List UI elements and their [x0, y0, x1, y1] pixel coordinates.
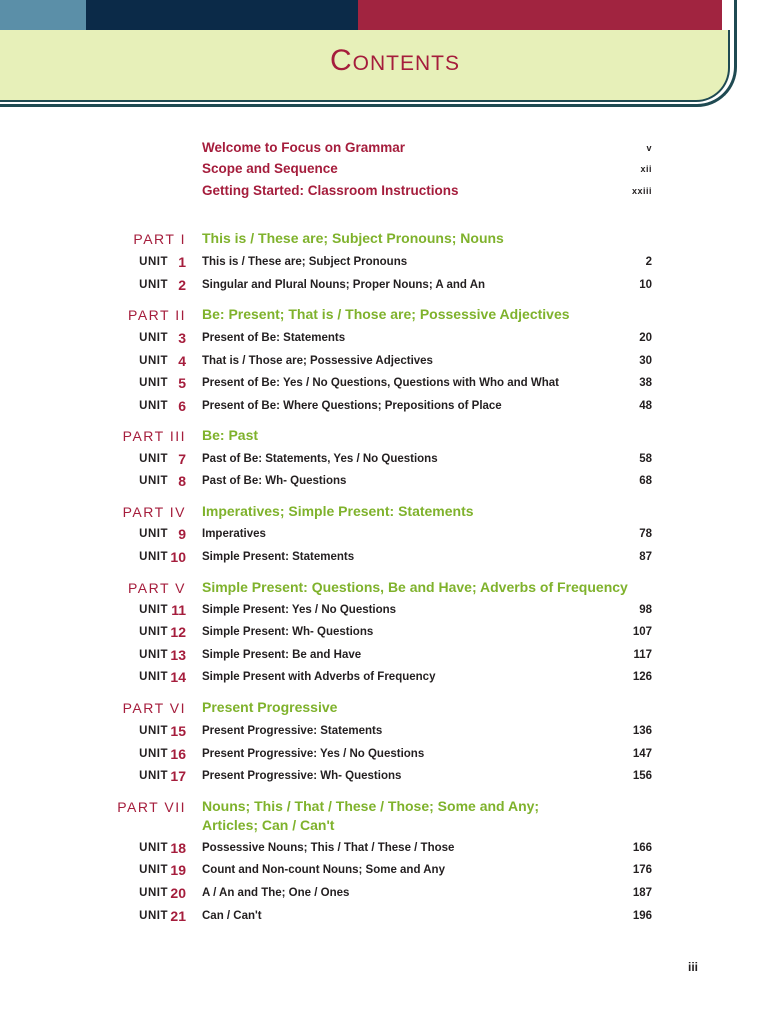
unit-title: Simple Present: Yes / No Questions [202, 604, 397, 616]
unit-page-number: 176 [632, 864, 652, 876]
unit-page-number: 58 [639, 453, 652, 465]
unit-page-number: 78 [639, 528, 652, 540]
part-title[interactable] [202, 698, 642, 717]
unit-number: 2 [178, 277, 186, 293]
part-title-line: Nouns; This / That / These / Those; Some and Any; [202, 798, 540, 814]
unit-word: UNIT [139, 475, 168, 487]
front-matter-page: xxiii [631, 186, 652, 196]
unit-number: 10 [170, 549, 186, 565]
unit-page-number: 20 [639, 332, 652, 344]
unit-number: 6 [178, 398, 186, 414]
page-title: Contents [330, 44, 460, 77]
unit-row[interactable] [0, 600, 768, 620]
header-bar-red [358, 0, 768, 30]
unit-title: A / An and The; One / Ones [202, 887, 350, 899]
part-title[interactable] [202, 578, 642, 597]
unit-number: 5 [178, 375, 186, 391]
unit-row[interactable] [0, 645, 768, 665]
unit-title: Simple Present: Wh- Questions [202, 626, 374, 638]
unit-row[interactable] [0, 744, 768, 764]
part-title-line: Imperatives; Simple Present: Statements [202, 503, 474, 519]
part-label: PART IV [122, 504, 186, 520]
unit-number: 18 [170, 840, 186, 856]
unit-page-number: 38 [639, 377, 652, 389]
unit-word: UNIT [139, 604, 168, 616]
part-label: PART VI [122, 700, 186, 716]
part-label: PART VII [117, 799, 186, 815]
front-matter-page: v [646, 143, 652, 153]
unit-word: UNIT [139, 377, 168, 389]
unit-number: 3 [178, 330, 186, 346]
unit-page-number: 156 [632, 770, 652, 782]
unit-page-number: 187 [632, 887, 652, 899]
unit-row[interactable] [0, 252, 768, 272]
part-title-line: Articles; Can / Can't [202, 817, 335, 833]
unit-page-number: 30 [639, 355, 652, 367]
unit-row[interactable] [0, 622, 768, 642]
part-title-line: This is / These are; Subject Pronouns; Nouns [202, 230, 504, 246]
unit-page-number: 136 [632, 725, 652, 737]
unit-row[interactable] [0, 373, 768, 393]
front-matter-item[interactable] [202, 181, 652, 201]
unit-word: UNIT [139, 332, 168, 344]
unit-row[interactable] [0, 351, 768, 371]
unit-title: Present Progressive: Yes / No Questions [202, 748, 425, 760]
part-title[interactable] [202, 305, 642, 324]
unit-number: 19 [170, 862, 186, 878]
unit-number: 20 [170, 885, 186, 901]
part-label: PART I [133, 231, 186, 247]
unit-row[interactable] [0, 838, 768, 858]
unit-word: UNIT [139, 355, 168, 367]
part-title[interactable] [202, 797, 642, 835]
unit-number: 15 [170, 723, 186, 739]
unit-number: 1 [178, 254, 186, 270]
front-matter-item[interactable] [202, 138, 652, 158]
unit-number: 11 [171, 602, 186, 618]
unit-row[interactable] [0, 667, 768, 687]
unit-number: 13 [170, 647, 186, 663]
unit-row[interactable] [0, 906, 768, 926]
unit-number: 16 [170, 746, 186, 762]
unit-title: Imperatives [202, 528, 266, 540]
unit-page-number: 10 [639, 279, 652, 291]
unit-word: UNIT [139, 671, 168, 683]
unit-row[interactable] [0, 524, 768, 544]
unit-title: This is / These are; Subject Pronouns [202, 256, 408, 268]
unit-word: UNIT [139, 725, 168, 737]
unit-page-number: 2 [645, 256, 652, 268]
part-label: PART V [127, 580, 186, 596]
unit-word: UNIT [139, 256, 168, 268]
unit-title: Simple Present with Adverbs of Frequency [202, 671, 436, 683]
unit-word: UNIT [139, 626, 168, 638]
unit-page-number: 98 [639, 604, 652, 616]
part-title-line: Present Progressive [202, 699, 338, 715]
part-title[interactable] [202, 229, 642, 248]
unit-number: 8 [178, 473, 186, 489]
unit-word: UNIT [139, 910, 168, 922]
unit-row[interactable] [0, 883, 768, 903]
front-matter-title: Getting Started: Classroom Instructions [202, 183, 459, 198]
unit-word: UNIT [139, 551, 168, 563]
unit-word: UNIT [139, 748, 168, 760]
unit-title: Present of Be: Where Questions; Prepositions of Place [202, 400, 502, 412]
unit-word: UNIT [139, 842, 168, 854]
part-label: PART III [122, 428, 186, 444]
unit-word: UNIT [139, 279, 168, 291]
unit-number: 14 [170, 669, 186, 685]
unit-number: 17 [170, 768, 186, 784]
unit-title: Simple Present: Be and Have [202, 649, 362, 661]
unit-page-number: 48 [639, 400, 652, 412]
front-matter-page: xii [640, 164, 652, 174]
unit-title: Present Progressive: Wh- Questions [202, 770, 402, 782]
unit-word: UNIT [139, 864, 168, 876]
unit-title: Count and Non-count Nouns; Some and Any [202, 864, 445, 876]
unit-row[interactable] [0, 471, 768, 491]
unit-row[interactable] [0, 396, 768, 416]
unit-title: Singular and Plural Nouns; Proper Nouns; A and An [202, 279, 486, 291]
unit-row[interactable] [0, 721, 768, 741]
unit-title: Present Progressive: Statements [202, 725, 383, 737]
part-label: PART II [128, 307, 186, 323]
unit-word: UNIT [139, 649, 168, 661]
unit-page-number: 196 [632, 910, 652, 922]
header-bar-blue [0, 0, 86, 30]
unit-row[interactable] [0, 860, 768, 880]
header-bar-edge [722, 0, 768, 30]
front-matter-title: Welcome to Focus on Grammar [202, 140, 406, 155]
unit-title: Past of Be: Wh- Questions [202, 475, 347, 487]
unit-row[interactable] [0, 328, 768, 348]
unit-title: Simple Present: Statements [202, 551, 355, 563]
unit-page-number: 87 [639, 551, 652, 563]
unit-number: 4 [178, 353, 186, 369]
unit-word: UNIT [139, 453, 168, 465]
unit-title: Past of Be: Statements, Yes / No Questions [202, 453, 438, 465]
part-title[interactable] [202, 426, 642, 445]
unit-page-number: 68 [639, 475, 652, 487]
unit-row[interactable] [0, 275, 768, 295]
unit-title: Present of Be: Yes / No Questions, Questions with Who and What [202, 377, 559, 389]
unit-number: 9 [178, 526, 186, 542]
unit-word: UNIT [139, 770, 168, 782]
front-matter-item[interactable] [202, 159, 652, 179]
unit-page-number: 117 [633, 649, 652, 661]
unit-word: UNIT [139, 887, 168, 899]
header-bar-navy [86, 0, 358, 30]
front-matter-title: Scope and Sequence [202, 161, 338, 176]
unit-number: 7 [178, 451, 186, 467]
unit-title: Present of Be: Statements [202, 332, 346, 344]
unit-row[interactable] [0, 449, 768, 469]
unit-row[interactable] [0, 547, 768, 567]
unit-title: Possessive Nouns; This / That / These / Those [202, 842, 455, 854]
unit-page-number: 147 [632, 748, 652, 760]
part-title-line: Simple Present: Questions, Be and Have; Adverbs of Frequency [202, 579, 628, 595]
unit-page-number: 107 [632, 626, 652, 638]
unit-title: That is / Those are; Possessive Adjectives [202, 355, 433, 367]
part-title-line: Be: Present; That is / Those are; Possessive Adjectives [202, 306, 570, 322]
unit-word: UNIT [139, 400, 168, 412]
unit-page-number: 126 [632, 671, 652, 683]
unit-row[interactable] [0, 766, 768, 786]
part-title-line: Be: Past [202, 427, 259, 443]
unit-number: 12 [170, 624, 186, 640]
part-title[interactable] [202, 502, 642, 521]
unit-title: Can / Can't [202, 910, 262, 922]
page-number: iii [687, 960, 698, 974]
unit-number: 21 [170, 908, 186, 924]
unit-page-number: 166 [632, 842, 652, 854]
unit-word: UNIT [139, 528, 168, 540]
